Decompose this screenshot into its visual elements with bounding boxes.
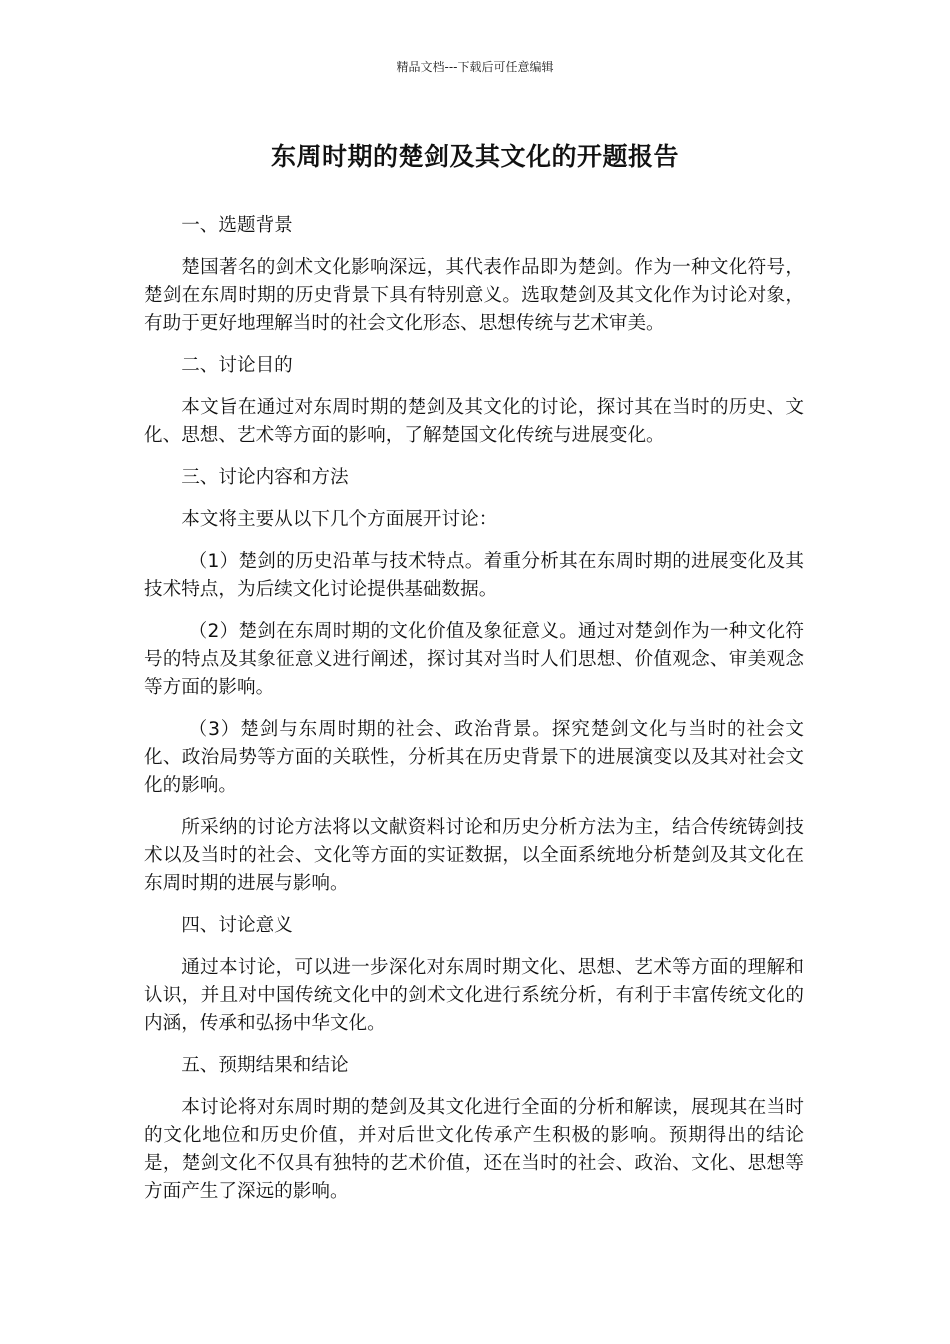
content-item-3: （3）楚剑与东周时期的社会、政治背景。探究楚剑文化与当时的社会文化、政治局势等方面的关联性，分析其在历史背景下的进展演变以及其对社会文化的影响。 xyxy=(144,719,804,796)
method-paragraph: 所采纳的讨论方法将以文献资料讨论和历史分析方法为主，结合传统铸剑技术以及当时的社会、文化等方面的实证数据，以全面系统地分析楚剑及其文化在东周时期的进展与影响。 xyxy=(144,817,804,894)
page-header-note: 精品文档---下载后可任意编辑 xyxy=(396,60,554,74)
background-paragraph: 楚国著名的剑术文化影响深远，其代表作品即为楚剑。作为一种文化符号，楚剑在东周时期的历史背景下具有特别意义。选取楚剑及其文化作为讨论对象，有助于更好地理解当时的社会文化形态、思想传统与艺术审美。 xyxy=(144,257,804,334)
document-body xyxy=(144,212,804,1220)
content-item-2: （2）楚剑在东周时期的文化价值及象征意义。通过对楚剑作为一种文化符号的特点及其象征意义进行阐述，探讨其对当时人们思想、价值观念、审美观念等方面的影响。 xyxy=(144,621,804,698)
purpose-paragraph: 本文旨在通过对东周时期的楚剑及其文化的讨论，探讨其在当时的历史、文化、思想、艺术等方面的影响，了解楚国文化传统与进展变化。 xyxy=(144,397,804,446)
significance-paragraph: 通过本讨论，可以进一步深化对东周时期文化、思想、艺术等方面的理解和认识，并且对中国传统文化中的剑术文化进行系统分析，有利于丰富传统文化的内涵，传承和弘扬中华文化。 xyxy=(144,957,804,1034)
section-heading-significance: 四、讨论意义 xyxy=(181,915,293,936)
section-heading-content-method: 三、讨论内容和方法 xyxy=(181,467,349,488)
section-heading-background: 一、选题背景 xyxy=(181,215,293,236)
content-item-1: （1）楚剑的历史沿革与技术特点。着重分析其在东周时期的进展变化及其技术特点，为后续文化讨论提供基础数据。 xyxy=(144,551,804,600)
section-heading-expected-results: 五、预期结果和结论 xyxy=(181,1055,349,1076)
document-title: 东周时期的楚剑及其文化的开题报告 xyxy=(270,142,679,171)
content-intro-paragraph: 本文将主要从以下几个方面展开讨论： xyxy=(181,509,498,530)
expected-results-paragraph: 本讨论将对东周时期的楚剑及其文化进行全面的分析和解读，展现其在当时的文化地位和历史价值，并对后世文化传承产生积极的影响。预期得出的结论是，楚剑文化不仅具有独特的艺术价值，还在当时的社会、政治、文化、思想等方面产生了深远的影响。 xyxy=(144,1097,804,1202)
section-heading-purpose: 二、讨论目的 xyxy=(181,355,293,376)
